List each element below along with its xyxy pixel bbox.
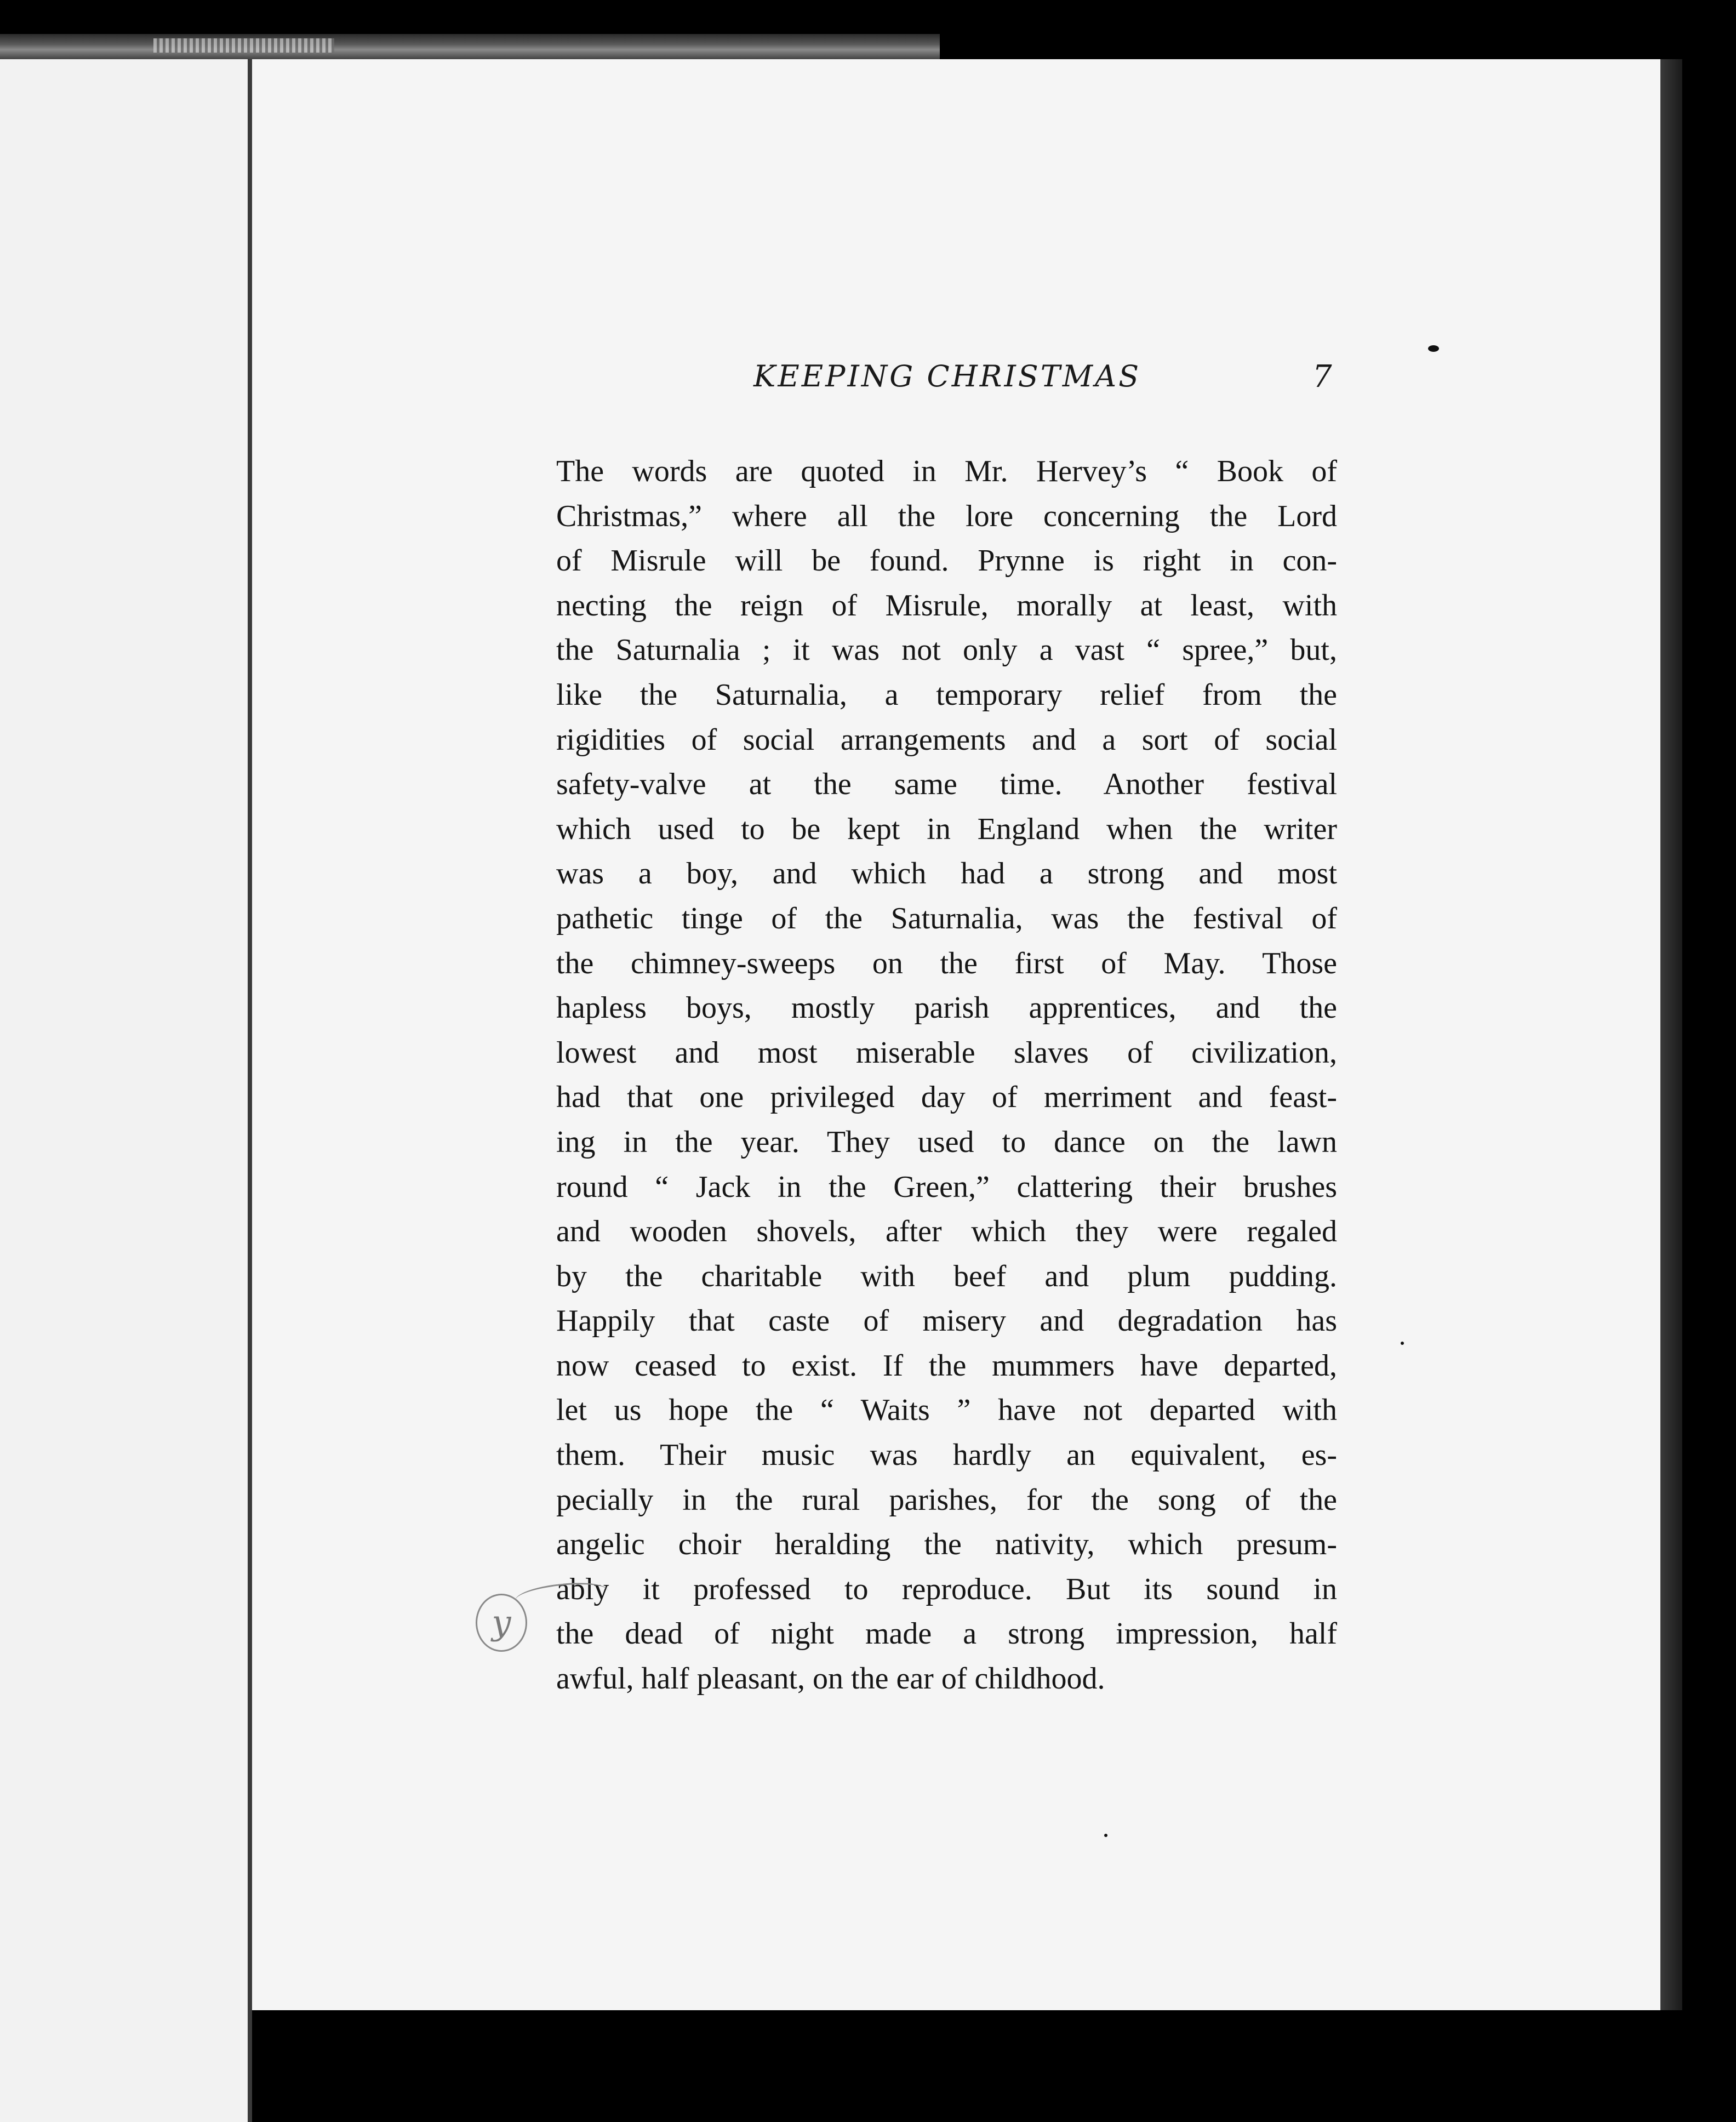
text-line: pecially in the rural parishes, for the song of the xyxy=(556,1482,1337,1517)
text-line: Happily that caste of misery and degradation has xyxy=(556,1304,1337,1338)
page-edge xyxy=(1660,59,1682,2010)
left-blank-page xyxy=(0,59,248,2122)
running-head: KEEPING CHRISTMAS xyxy=(753,359,1141,393)
text-line: had that one privileged day of merriment and feast- xyxy=(556,1080,1337,1115)
text-line: hapless boys, mostly parish apprentices, and the xyxy=(556,991,1337,1025)
dust-speck xyxy=(1401,1342,1404,1345)
text-line: lowest and most miserable slaves of civilization, xyxy=(556,1035,1337,1070)
text-line: now ceased to exist. If the mummers have departed, xyxy=(556,1348,1337,1383)
text-line: the Saturnalia ; it was not only a vast “ spree,” but, xyxy=(556,633,1337,668)
binding-strip xyxy=(0,34,940,60)
pencil-margin-note: y xyxy=(476,1594,527,1652)
text-line: round “ Jack in the Green,” clattering their brushes xyxy=(556,1170,1337,1204)
text-line: was a boy, and which had a strong and most xyxy=(556,857,1337,891)
text-line: like the Saturnalia, a temporary relief from the xyxy=(556,677,1337,712)
text-line: The words are quoted in Mr. Hervey’s “ Book of xyxy=(556,454,1337,488)
text-line: awful, half pleasant, on the ear of childhood. xyxy=(556,1662,1105,1696)
text-line: by the charitable with beef and plum pudding. xyxy=(556,1259,1337,1293)
text-line: and wooden shovels, after which they were regaled xyxy=(556,1214,1337,1249)
text-line: pathetic tinge of the Saturnalia, was the festival of xyxy=(556,901,1337,935)
text-line: angelic choir heralding the nativity, which presum- xyxy=(556,1527,1337,1562)
text-line: safety-valve at the same time. Another festival xyxy=(556,767,1337,802)
text-line: ably it professed to reproduce. But its sound in xyxy=(556,1572,1337,1606)
text-line: ing in the year. They used to dance on the lawn xyxy=(556,1125,1337,1159)
text-line: let us hope the “ Waits ” have not departed with xyxy=(556,1393,1337,1428)
gutter xyxy=(248,59,252,2122)
page-number: 7 xyxy=(1312,359,1332,395)
text-line: necting the reign of Misrule, morally at least, with xyxy=(556,588,1337,623)
body-text xyxy=(556,449,1337,1702)
text-line: the chimney-sweeps on the first of May. Those xyxy=(556,946,1337,980)
text-line: the dead of night made a strong impression, half xyxy=(556,1617,1337,1651)
text-line: of Misrule will be found. Prynne is right in con- xyxy=(556,544,1337,578)
text-line: which used to be kept in England when the writer xyxy=(556,812,1337,846)
text-line: rigidities of social arrangements and a sort of social xyxy=(556,722,1337,757)
dust-speck xyxy=(1104,1834,1107,1837)
text-line: Christmas,” where all the lore concerning the Lord xyxy=(556,499,1337,533)
text-line: them. Their music was hardly an equivalent, es- xyxy=(556,1438,1337,1473)
dust-speck xyxy=(1428,345,1439,352)
